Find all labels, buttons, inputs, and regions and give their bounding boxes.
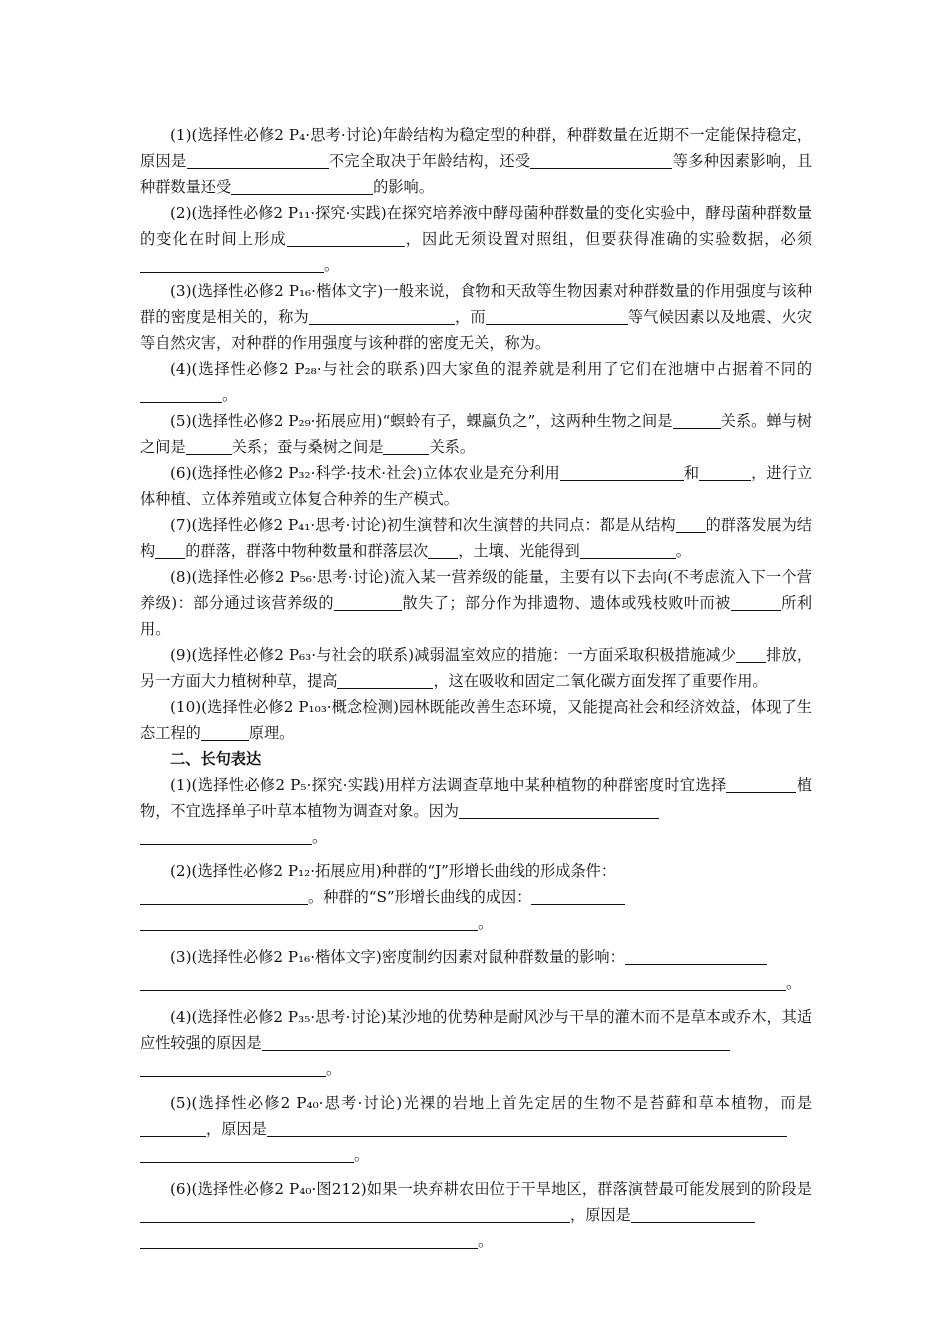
question-text: 。种群的“S”形增长曲线的成因： [308, 888, 532, 906]
answer-blank[interactable] [231, 178, 373, 195]
question-text: 在探究培养液中酵母菌种群数量的变化实验中，酵母菌种群数量的变化在时间上形成 [140, 204, 813, 248]
question-3 [140, 278, 812, 356]
answer-blank[interactable] [337, 672, 433, 689]
question-text: 某沙地的优势种是耐风沙与干旱的灌木而不是草本或乔木，其适应性较强的原因是 [140, 1008, 813, 1052]
question-source: (4)(选择性必修2 P₂₈·与社会的联系) [170, 360, 426, 378]
answer-blank[interactable] [267, 1120, 787, 1137]
long-question-2-cont2 [140, 910, 812, 936]
answer-blank[interactable] [699, 464, 751, 481]
question-text: 。 [326, 1060, 342, 1078]
question-text: 减弱温室效应的措施：一方面采取积极措施减少 [414, 646, 737, 664]
long-question-2-cont [140, 884, 812, 910]
question-text: ，这在吸收和固定二氧化碳方面发挥了重要作用。 [433, 672, 768, 690]
question-text: 用样方法调查草地中某种植物的种群密度时宜选择 [384, 776, 727, 794]
long-question-4 [140, 1004, 812, 1056]
long-question-6 [140, 1176, 812, 1228]
question-text: 关系。蝉与树之间是 [140, 412, 813, 456]
answer-blank[interactable] [140, 888, 308, 905]
question-text: 密度制约因素对鼠种群数量的影响： [381, 948, 625, 966]
answer-blank[interactable] [459, 802, 659, 819]
answer-blank[interactable] [334, 594, 402, 611]
answer-blank[interactable] [731, 594, 781, 611]
question-source: (7)(选择性必修2 P₄₁·思考·讨论) [170, 516, 387, 534]
answer-blank[interactable] [428, 542, 458, 559]
question-text: 散失了；部分作为排遗物、遗体或残枝败叶而被 [401, 594, 731, 612]
question-text: 等多种因素影响，且种群数量还受 [140, 152, 813, 196]
question-text: 的群落，群落中物种数量和群落层次 [185, 542, 429, 560]
content-area [140, 122, 812, 1254]
question-text: ，因此无须设置对照组，但要获得准确的实验数据，必须 [404, 230, 813, 248]
section-title: 二、长句表达 [170, 750, 262, 768]
answer-blank[interactable] [186, 438, 232, 455]
question-text: ，土壤、光能得到 [458, 542, 580, 560]
question-text: ，进行立体种植、立体养殖或立体复合种养的生产模式。 [140, 464, 813, 508]
question-text: 的群落发展为结构 [140, 516, 812, 560]
question-text: 。 [324, 256, 340, 274]
answer-blank[interactable] [530, 152, 672, 169]
question-9 [140, 642, 812, 694]
answer-blank[interactable] [625, 948, 767, 965]
answer-blank[interactable] [383, 438, 429, 455]
question-text: 原理。 [248, 724, 295, 742]
question-5 [140, 408, 812, 460]
answer-blank[interactable] [140, 828, 312, 845]
question-6 [140, 460, 812, 512]
question-text: 种群的“J”形增长曲线的形成条件： [381, 862, 617, 880]
question-text: 植物，不宜选择单子叶草本植物为调查对象。因为 [140, 776, 813, 820]
question-text: 。 [312, 828, 328, 846]
long-question-1 [140, 772, 812, 824]
answer-blank[interactable] [580, 542, 676, 559]
question-source: (9)(选择性必修2 P₆₃·与社会的联系) [170, 646, 415, 664]
answer-blank[interactable] [736, 646, 766, 663]
long-question-3-cont [140, 970, 812, 996]
answer-blank[interactable] [531, 888, 625, 905]
answer-blank[interactable] [676, 516, 706, 533]
question-text: 年龄结构为稳定型的种群，种群数量在近期不一定能保持稳定，原因是 [140, 126, 812, 170]
question-text: 园林既能改善生态环境，又能提高社会和经济效益，体现了生态工程的 [140, 698, 812, 742]
question-source: (5)(选择性必修2 P₂₉·拓展应用) [170, 412, 383, 430]
long-question-4-cont [140, 1056, 812, 1082]
question-text: 等气候因素以及地震、火灾等自然灾害，对种群的作用强度与该种群的密度无关，称为 [140, 308, 813, 352]
long-question-2 [140, 858, 812, 884]
answer-blank[interactable] [560, 464, 684, 481]
question-7 [140, 512, 812, 564]
question-text: 。 [354, 1146, 370, 1164]
answer-blank[interactable] [187, 152, 329, 169]
answer-blank[interactable] [309, 308, 455, 325]
question-source: (6)(选择性必修2 P₃₂·科学·技术·社会) [170, 464, 423, 482]
question-text: 的影响。 [373, 178, 434, 196]
answer-blank[interactable] [140, 386, 222, 403]
question-source: (10)(选择性必修2 P₁₀₃·概念检测) [170, 698, 399, 716]
answer-blank[interactable] [140, 1232, 478, 1249]
answer-blank[interactable] [201, 724, 249, 741]
question-2 [140, 200, 812, 278]
question-4 [140, 356, 812, 408]
question-text: 光裸的岩地上首先定居的生物不是苔藓和草本植物，而是 [402, 1094, 812, 1112]
question-text: 关系。 [429, 438, 475, 456]
question-text: 流入某一营养级的能量，主要有以下去向(不考虑流入下一个营养级)：部分通过该营养级的 [140, 568, 812, 612]
long-question-5-cont [140, 1142, 812, 1168]
long-question-3 [140, 944, 812, 970]
question-text: ，原因是 [570, 1206, 631, 1224]
long-question-6-cont [140, 1228, 812, 1254]
question-text: 。 [675, 542, 691, 560]
answer-blank[interactable] [287, 230, 405, 247]
answer-blank[interactable] [140, 256, 324, 273]
answer-blank[interactable] [631, 1206, 755, 1223]
answer-blank[interactable] [262, 1034, 730, 1051]
answer-blank[interactable] [140, 974, 786, 991]
answer-blank[interactable] [486, 308, 628, 325]
question-text: “螟蛉有子，蜾蠃负之”，这两种生物之间是 [382, 412, 673, 430]
answer-blank[interactable] [155, 542, 185, 559]
question-text: 和 [683, 464, 700, 482]
question-1 [140, 122, 812, 200]
question-text: 。 [478, 1232, 494, 1250]
question-text: ，而 [454, 308, 486, 326]
answer-blank[interactable] [140, 1206, 570, 1223]
question-text: 。 [222, 386, 238, 404]
question-text: 。 [478, 914, 494, 932]
answer-blank[interactable] [726, 776, 796, 793]
question-text: 排放，另一方面大力植树种草，提高 [140, 646, 813, 690]
question-text: 初生演替和次生演替的共同点：都是从结构 [386, 516, 676, 534]
answer-blank[interactable] [140, 1146, 354, 1163]
question-text: 不完全取决于年龄结构，还受 [328, 152, 531, 170]
long-question-5 [140, 1090, 812, 1142]
question-text: 如果一块弃耕农田位于干旱地区，群落演替最可能发展到的阶段是 [366, 1180, 812, 1198]
question-text: ，原因是 [206, 1120, 267, 1138]
question-source: (5)(选择性必修2 P₄₀·思考·讨论) [170, 1094, 403, 1112]
question-source: (8)(选择性必修2 P₅₆·思考·讨论) [170, 568, 390, 586]
question-source: (4)(选择性必修2 P₃₅·思考·讨论) [170, 1008, 387, 1026]
answer-blank[interactable] [140, 1120, 206, 1137]
question-source: (2)(选择性必修2 P₁₁·探究·实践) [170, 204, 387, 222]
question-source: (1)(选择性必修2 P₅·探究·实践) [170, 776, 385, 794]
question-text: 一般来说，食物和天敌等生物因素对种群数量的作用强度与该种群的密度是相关的，称为 [140, 282, 813, 326]
answer-blank[interactable] [140, 1060, 326, 1077]
question-source: (2)(选择性必修2 P₁₂·拓展应用) [170, 862, 382, 880]
long-question-1-cont [140, 824, 812, 850]
question-source: (6)(选择性必修2 P₄₀·图212) [170, 1180, 367, 1198]
answer-blank[interactable] [673, 412, 721, 429]
question-text: 关系；蚕与桑树之间是 [231, 438, 384, 456]
question-10 [140, 694, 812, 746]
question-text: 所利用。 [140, 594, 813, 638]
question-text: 四大家鱼的混养就是利用了它们在池塘中占据着不同的 [425, 360, 813, 378]
question-source: (3)(选择性必修2 P₁₆·楷体文字) [170, 282, 384, 300]
question-source: (1)(选择性必修2 P₄·思考·讨论) [170, 126, 383, 144]
question-source: (3)(选择性必修2 P₁₆·楷体文字) [170, 948, 382, 966]
question-text: 。 [534, 334, 551, 352]
answer-blank[interactable] [140, 914, 478, 931]
question-text: 立体农业是充分利用 [422, 464, 560, 482]
question-8 [140, 564, 812, 642]
question-text: 。 [786, 974, 802, 992]
